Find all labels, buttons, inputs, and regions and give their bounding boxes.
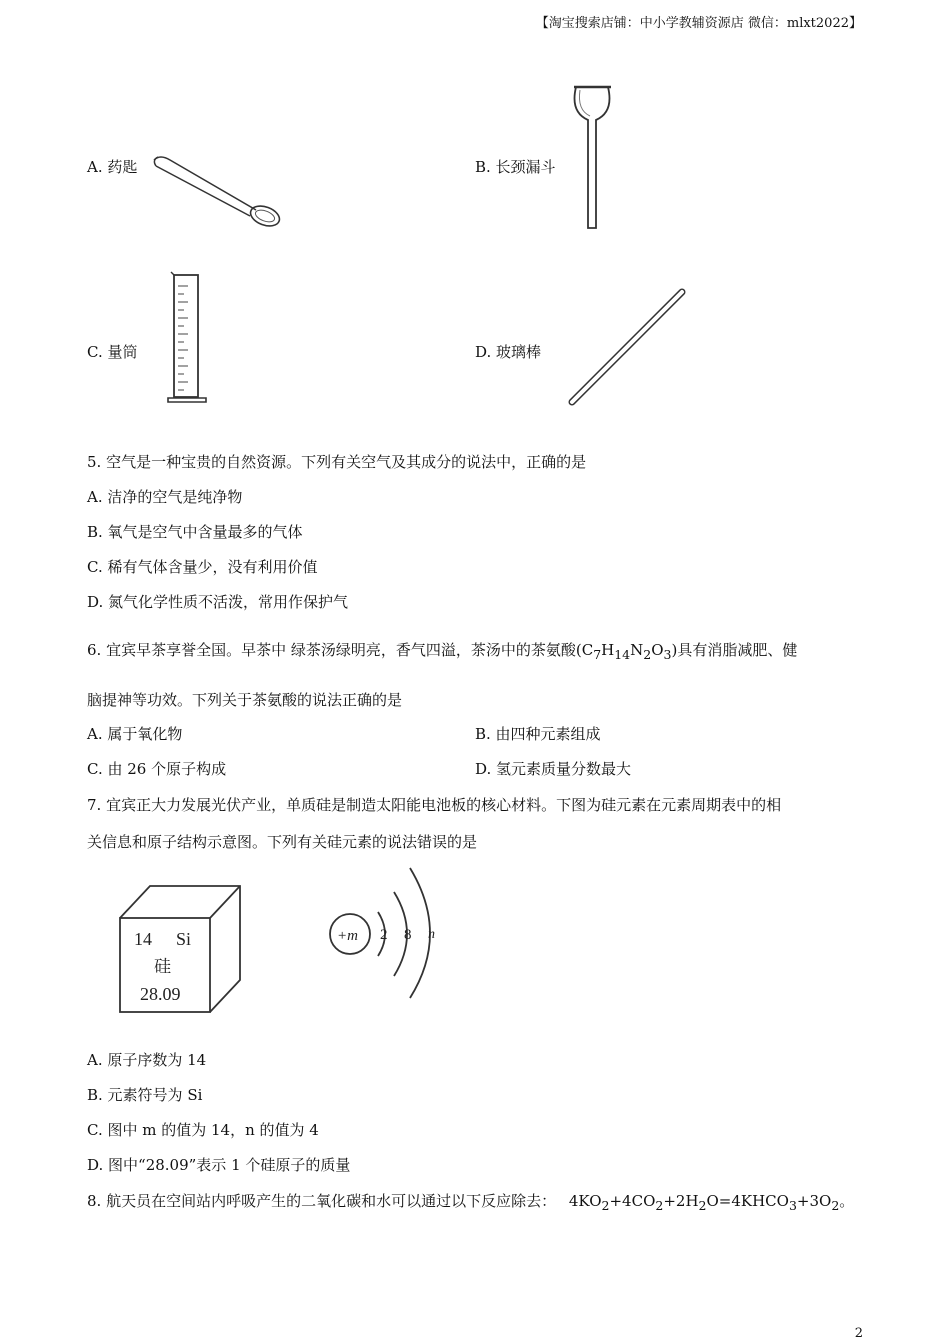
q6-option-d: D. 氢元素质量分数最大 — [475, 760, 632, 778]
element-name: 硅 — [154, 957, 171, 977]
page-number: 2 — [854, 1326, 863, 1341]
option-b-long-neck-funnel: B. 长颈漏斗 — [475, 158, 556, 176]
silicon-periodic-table-cell — [118, 884, 244, 1014]
q6-stem-pre: 6. 宜宾早茶享誉全国。早茶中 绿茶汤绿明亮，香气四溢，茶汤中的茶氨酸( — [87, 641, 582, 659]
shell-2-electrons: 8 — [404, 927, 412, 943]
option-c-graduated-cylinder: C. 量筒 — [87, 343, 138, 361]
q6-stem-post: )具有消脂减肥、健 — [671, 641, 798, 659]
shell-3-electrons: n — [428, 927, 435, 942]
q6-option-b: B. 由四种元素组成 — [475, 725, 601, 743]
page-header: 【淘宝搜索店铺：中小学教辅资源店 微信：mlxt2022】 — [535, 16, 862, 31]
option-a-spoon: A. 药匙 — [87, 158, 138, 176]
silicon-atom-structure-diagram — [322, 862, 452, 1002]
element-number: 14 — [134, 929, 152, 949]
q6-stem-line2: 脑提神等功效。下列关于茶氨酸的说法正确的是 — [87, 691, 403, 709]
nucleus-charge: +m — [337, 928, 358, 944]
q6-option-c: C. 由 26 个原子构成 — [87, 760, 227, 778]
q6-stem-line1 — [87, 639, 797, 662]
q7-option-b: B. 元素符号为 Si — [87, 1086, 203, 1104]
q7-stem-line2: 关信息和原子结构示意图。下列有关硅元素的说法错误的是 — [87, 833, 478, 851]
shell-1-electrons: 2 — [380, 927, 388, 943]
q7-option-a: A. 原子序数为 14 — [87, 1051, 207, 1069]
glass-rod-illustration — [562, 284, 692, 412]
q5-option-d: D. 氮气化学性质不活泼，常用作保护气 — [87, 593, 349, 611]
long-neck-funnel-illustration — [570, 82, 615, 232]
q8-stem-text: 8. 航天员在空间站内呼吸产生的二氧化碳和水可以通过以下反应除去： — [87, 1192, 557, 1210]
q6-option-a: A. 属于氧化物 — [87, 725, 183, 743]
q7-option-d: D. 图中“28.09”表示 1 个硅原子的质量 — [87, 1156, 351, 1174]
graduated-cylinder-illustration — [168, 272, 208, 407]
option-d-glass-rod: D. 玻璃棒 — [475, 343, 542, 361]
element-mass: 28.09 — [140, 984, 181, 1004]
q5-stem: 5. 空气是一种宝贵的自然资源。下列有关空气及其成分的说法中，正确的是 — [87, 453, 587, 471]
q7-option-c: C. 图中 m 的值为 14，n 的值为 4 — [87, 1121, 319, 1139]
medicine-spoon-illustration — [150, 152, 285, 232]
element-symbol: Si — [176, 929, 192, 949]
theanine-formula: $C_7H_{14}N_2O_3$ — [581, 641, 672, 662]
q5-option-b: B. 氧气是空气中含量最多的气体 — [87, 523, 303, 541]
q5-option-c: C. 稀有气体含量少，没有利用价值 — [87, 558, 318, 576]
q8-equation: $4KO_2+4CO_2+2H_2O=4KHCO_3+3O_2$。 — [568, 1192, 855, 1213]
q7-stem-line1: 7. 宜宾正大力发展光伏产业，单质硅是制造太阳能电池板的核心材料。下图为硅元素在元素周期表中的相 — [87, 796, 782, 814]
q8-stem — [87, 1190, 854, 1213]
q5-option-a: A. 洁净的空气是纯净物 — [87, 488, 243, 506]
